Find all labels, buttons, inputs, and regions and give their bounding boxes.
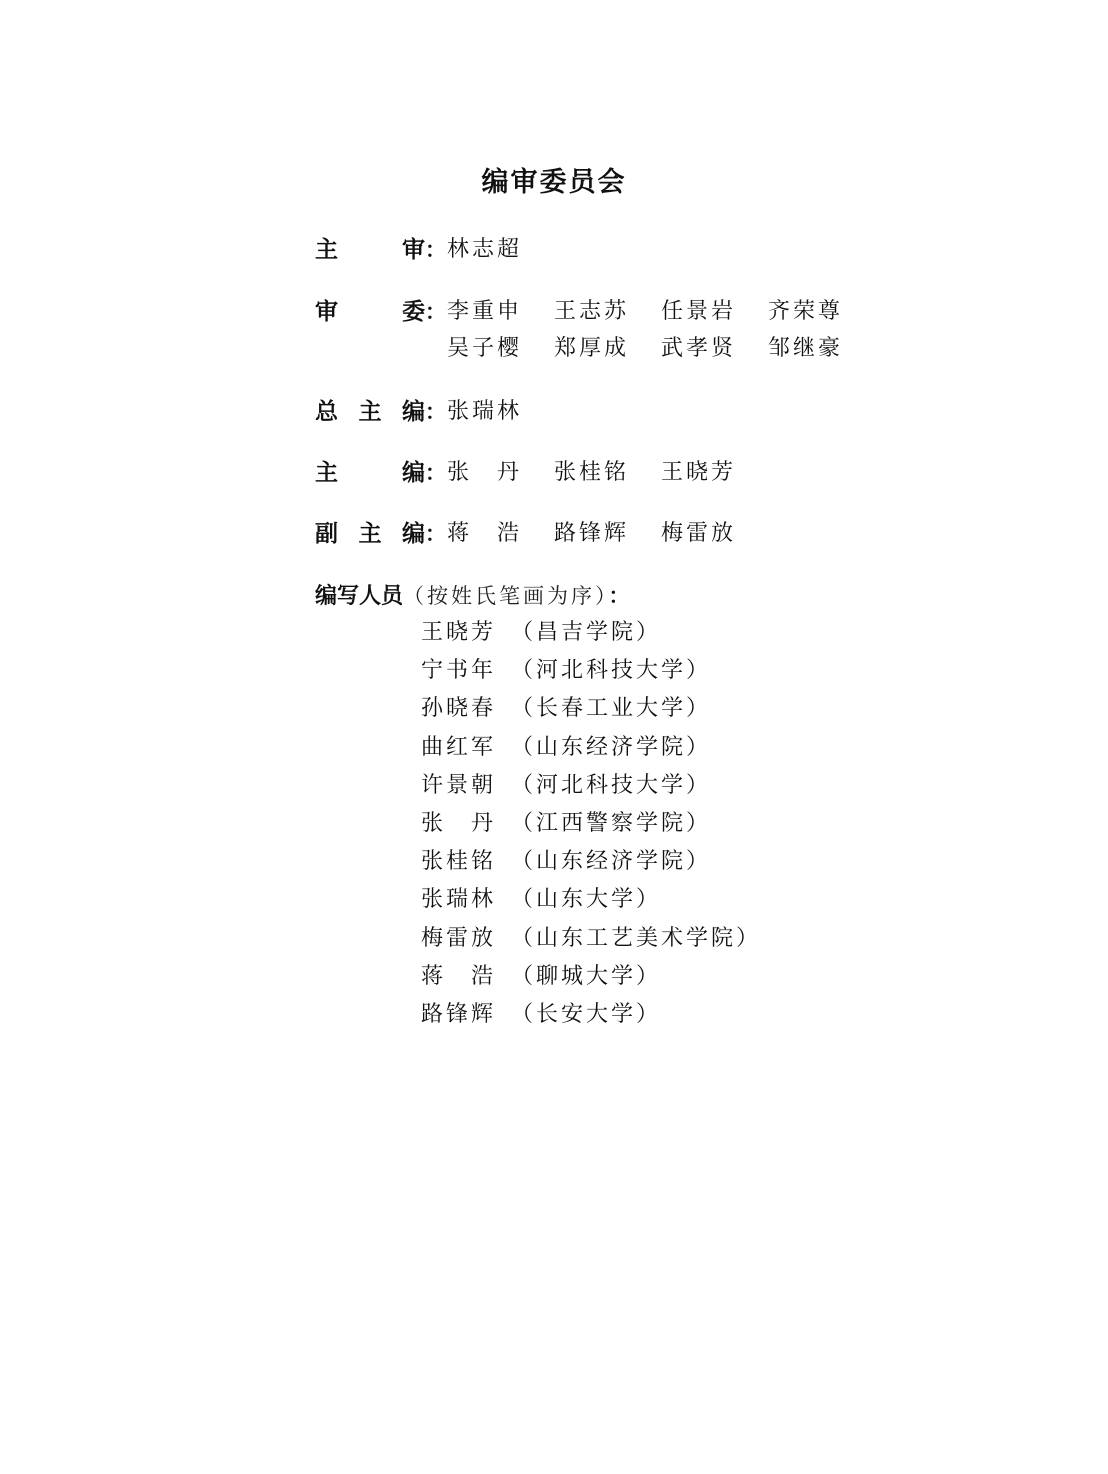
role-label: 副 主 编 xyxy=(315,521,425,547)
list-item xyxy=(421,996,761,1034)
person-name: 郑厚成 xyxy=(554,336,630,361)
role-label: 主 编 xyxy=(315,460,425,486)
writers-heading xyxy=(315,576,630,616)
person-name: 路锋辉 xyxy=(421,1001,497,1027)
writers-list xyxy=(421,614,761,1034)
page-title: 编审委员会 xyxy=(481,167,627,198)
person-name: 梅雷放 xyxy=(661,521,737,546)
person-name: 武孝贤 xyxy=(661,336,737,361)
affiliation: （长安大学） xyxy=(511,1001,662,1027)
affiliation: （山东经济学院） xyxy=(511,849,712,875)
affiliation: （山东经济学院） xyxy=(511,734,712,760)
names-line xyxy=(447,292,875,332)
person-name: 许景朝 xyxy=(421,772,497,798)
person-name: 邹继豪 xyxy=(768,336,844,361)
colon: ： xyxy=(425,300,446,324)
affiliation: （河北科技大学） xyxy=(511,658,712,684)
names-line xyxy=(447,329,875,369)
role-label: 审 委 xyxy=(315,299,425,325)
list-item xyxy=(421,958,761,996)
list-item xyxy=(421,881,761,919)
names-line xyxy=(447,392,554,432)
list-item xyxy=(421,614,761,652)
names-line xyxy=(447,230,554,270)
person-name: 林志超 xyxy=(447,237,523,262)
role-label: 总 主 编 xyxy=(315,399,425,425)
affiliation: （江西警察学院） xyxy=(511,810,712,836)
person-name: 张瑞林 xyxy=(421,887,497,913)
list-item xyxy=(421,843,761,881)
person-name: 孙晓春 xyxy=(421,696,497,722)
list-item xyxy=(421,920,761,958)
person-name: 李重申 xyxy=(447,299,523,324)
list-item xyxy=(421,690,761,728)
affiliation: （聊城大学） xyxy=(511,963,662,989)
person-name: 路锋辉 xyxy=(554,521,630,546)
person-name: 任景岩 xyxy=(661,299,737,324)
person-name: 张 丹 xyxy=(421,810,497,836)
colon: ： xyxy=(425,522,446,546)
affiliation: （昌吉学院） xyxy=(511,620,662,645)
colon: ： xyxy=(425,461,446,485)
person-name: 蒋 浩 xyxy=(421,963,497,989)
list-item xyxy=(421,652,761,690)
colon: ： xyxy=(425,400,446,424)
person-name: 王晓芳 xyxy=(661,460,737,485)
person-name: 张瑞林 xyxy=(447,399,523,424)
person-name: 张桂铭 xyxy=(554,460,630,485)
person-name: 蒋 浩 xyxy=(447,521,523,546)
list-item xyxy=(421,729,761,767)
list-item xyxy=(421,767,761,805)
person-name: 王晓芳 xyxy=(421,620,497,645)
list-item xyxy=(421,805,761,843)
affiliation: （山东工艺美术学院） xyxy=(511,925,762,951)
person-name: 齐荣尊 xyxy=(768,299,844,324)
person-name: 吴子樱 xyxy=(447,336,523,361)
names-line xyxy=(447,514,768,554)
affiliation: （长春工业大学） xyxy=(511,696,712,722)
writers-order-note: （按姓氏笔画为序） xyxy=(403,584,609,608)
affiliation: （山东大学） xyxy=(511,887,662,913)
colon: ： xyxy=(608,584,630,608)
person-name: 王志苏 xyxy=(554,299,630,324)
names-line xyxy=(447,453,768,493)
person-name: 曲红军 xyxy=(421,734,497,760)
person-name: 张桂铭 xyxy=(421,849,497,875)
role-label: 主 审 xyxy=(315,237,425,263)
writers-label: 编写人员 xyxy=(315,584,404,609)
person-name: 张 丹 xyxy=(447,460,523,485)
affiliation: （河北科技大学） xyxy=(511,772,712,798)
person-name: 梅雷放 xyxy=(421,925,497,951)
colon: ： xyxy=(425,238,446,262)
person-name: 宁书年 xyxy=(421,658,497,684)
